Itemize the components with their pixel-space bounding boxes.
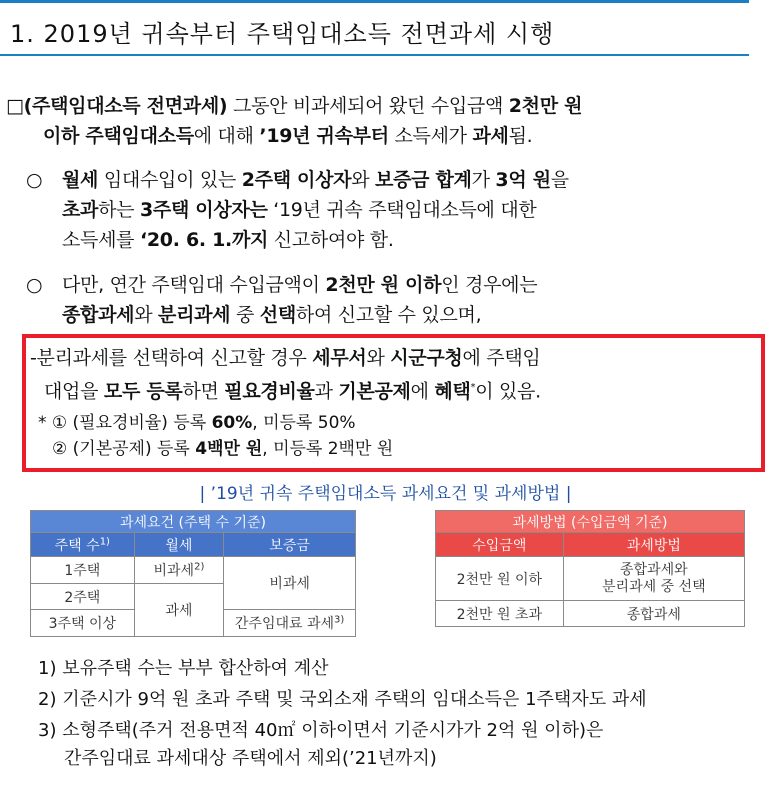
footnote-3-line-1: 3) 소형주택(주거 전용면적 40㎡ 이하이면서 기준시가가 2억 원 이하)은 [38, 720, 604, 741]
bold-text: 60% [211, 413, 253, 433]
bold-text: 분리과세 [158, 304, 231, 326]
checkbox-bullet: □ [6, 95, 24, 117]
bold-text: 모두 등록 [103, 380, 183, 403]
text: 소득세를 [62, 229, 140, 251]
bold-text: 기본공제 [338, 380, 411, 403]
method-general-cell: 종합과세 [563, 601, 744, 627]
table-caption: | ’19년 귀속 주택임대소득 과세요건 및 과세방법 | [199, 484, 572, 504]
bold-text: 초과 [62, 199, 99, 221]
table-group-header: 과세방법 (수입금액 기준) [436, 511, 745, 533]
note-1 [38, 410, 356, 436]
bold-text: 종합과세 [62, 304, 135, 326]
text: 과 [314, 380, 339, 403]
footnote-2: 2) 기준시가 9억 원 초과 주택 및 국외소재 주택의 임대소득은 1주택자도 과세 [38, 689, 647, 710]
text: 에 [410, 380, 435, 403]
text: 임대수입이 있는 [98, 169, 242, 191]
para-2-line-3 [62, 225, 394, 255]
title-box [0, 0, 749, 56]
table-group-header: 과세요건 (주택 수 기준) [31, 511, 356, 533]
text: 다만, 연간 주택임대 수입금액이 [62, 274, 326, 296]
para-1-line-2 [43, 121, 532, 151]
bold-text: 4백만 원 [195, 439, 263, 459]
text: 신고하여야 함. [268, 229, 394, 251]
bold-text: 3주택 이상자는 [139, 199, 268, 221]
footnote-3-line-2: 간주임대료 과세대상 주택에서 제외(’21년까지) [64, 748, 437, 769]
text: 하면 [182, 380, 225, 403]
text: , 미등록 2백만 원 [262, 439, 394, 459]
para-3-line-2 [62, 300, 481, 330]
text: * ① (필요경비율) 등록 [38, 413, 212, 433]
page-title: 1. 2019년 귀속부터 주택임대소득 전면과세 시행 [10, 20, 555, 48]
header-deposit: 보증금 [224, 533, 356, 557]
text: 그동안 비과세되어 왔던 수입금액 [227, 95, 509, 117]
text: 대업을 [44, 380, 104, 403]
bold-text: ’19년 귀속부터 [259, 125, 389, 147]
text: , 미등록 50% [252, 413, 356, 433]
text: 에 대해 [193, 125, 260, 147]
text: ② (기본공제) 등록 [52, 439, 196, 459]
text: 을 [550, 169, 569, 191]
text: 됨. [508, 125, 533, 147]
bold-text: 세무서 [312, 347, 367, 369]
text: 하여 신고할 수 있으며, [295, 304, 482, 326]
text: 와 [134, 304, 159, 326]
para-4-line-1 [30, 343, 540, 373]
text: 소득세가 [388, 125, 473, 147]
bold-text: ‘20. 6. 1.까지 [139, 229, 269, 251]
method-choice-cell [563, 557, 744, 601]
text: 가 [471, 169, 496, 191]
row-3-house: 3주택 이상 [31, 610, 135, 637]
bold-text: 3억 원 [495, 169, 551, 191]
text: 인 경우에는 [441, 274, 538, 296]
deposit-nontax-cell: 비과세 [224, 557, 356, 610]
text: ‘19년 귀속 주택임대소득에 대한 [267, 199, 537, 221]
tax-requirement-table [30, 510, 356, 637]
para-3-line-1 [62, 270, 537, 300]
bold-text: (주택임대소득 전면과세) [23, 95, 228, 117]
monthly-tax-cell: 과세 [134, 584, 224, 637]
text: 중 [230, 304, 260, 326]
bold-text: 2천만 원 이하 [325, 274, 442, 296]
header-tax-method: 과세방법 [563, 533, 744, 557]
header-monthly-rent: 월세 [134, 533, 224, 557]
para-2-line-2 [62, 195, 536, 225]
bold-text: 2천만 원 [508, 95, 583, 117]
para-2-bullet: ○ [26, 169, 43, 191]
row-1-house: 1주택 [31, 557, 135, 584]
para-2-line-1 [62, 165, 569, 195]
bold-text: 시군구청 [390, 347, 463, 369]
bold-text: 필요경비율 [224, 380, 315, 403]
bold-text: 이하 주택임대소득 [43, 125, 194, 147]
monthly-nontax-cell: 비과세$^{2)}$ [134, 557, 224, 584]
tax-method-table [435, 510, 745, 627]
footnote-mark: * [470, 382, 476, 393]
para-1-line-1 [6, 91, 582, 121]
bold-text: 선택 [259, 304, 296, 326]
text: 이 있음. [475, 380, 541, 403]
header-house-count: 주택 수$^{1)}$ [31, 533, 135, 557]
bold-text: 월세 [62, 169, 99, 191]
bold-text: 과세 [472, 125, 509, 147]
text: 에 주택임 [462, 347, 541, 369]
row-2-house: 2주택 [31, 584, 135, 610]
header-income: 수입금액 [436, 533, 564, 557]
text: 분리과세 중 선택 [602, 578, 706, 595]
bold-text: 2주택 이상자 [241, 169, 352, 191]
text: 종합과세와 [620, 561, 688, 578]
text: -분리과세를 선택하여 신고할 경우 [30, 347, 313, 369]
para-3-bullet: ○ [26, 274, 43, 296]
footnote-1: 1) 보유주택 수는 부부 합산하여 계산 [38, 658, 329, 679]
income-under-cell: 2천만 원 이하 [436, 557, 564, 601]
bold-text: 혜택 [434, 380, 471, 403]
note-2 [52, 436, 393, 462]
deposit-deemed-cell: 간주임대료 과세$^{3)}$ [224, 610, 356, 637]
text: 하는 [98, 199, 140, 221]
text: 와 [366, 347, 391, 369]
text: 와 [351, 169, 376, 191]
bold-text: 보증금 합계 [375, 169, 472, 191]
income-over-cell: 2천만 원 초과 [436, 601, 564, 627]
para-4-line-2 [44, 373, 541, 406]
